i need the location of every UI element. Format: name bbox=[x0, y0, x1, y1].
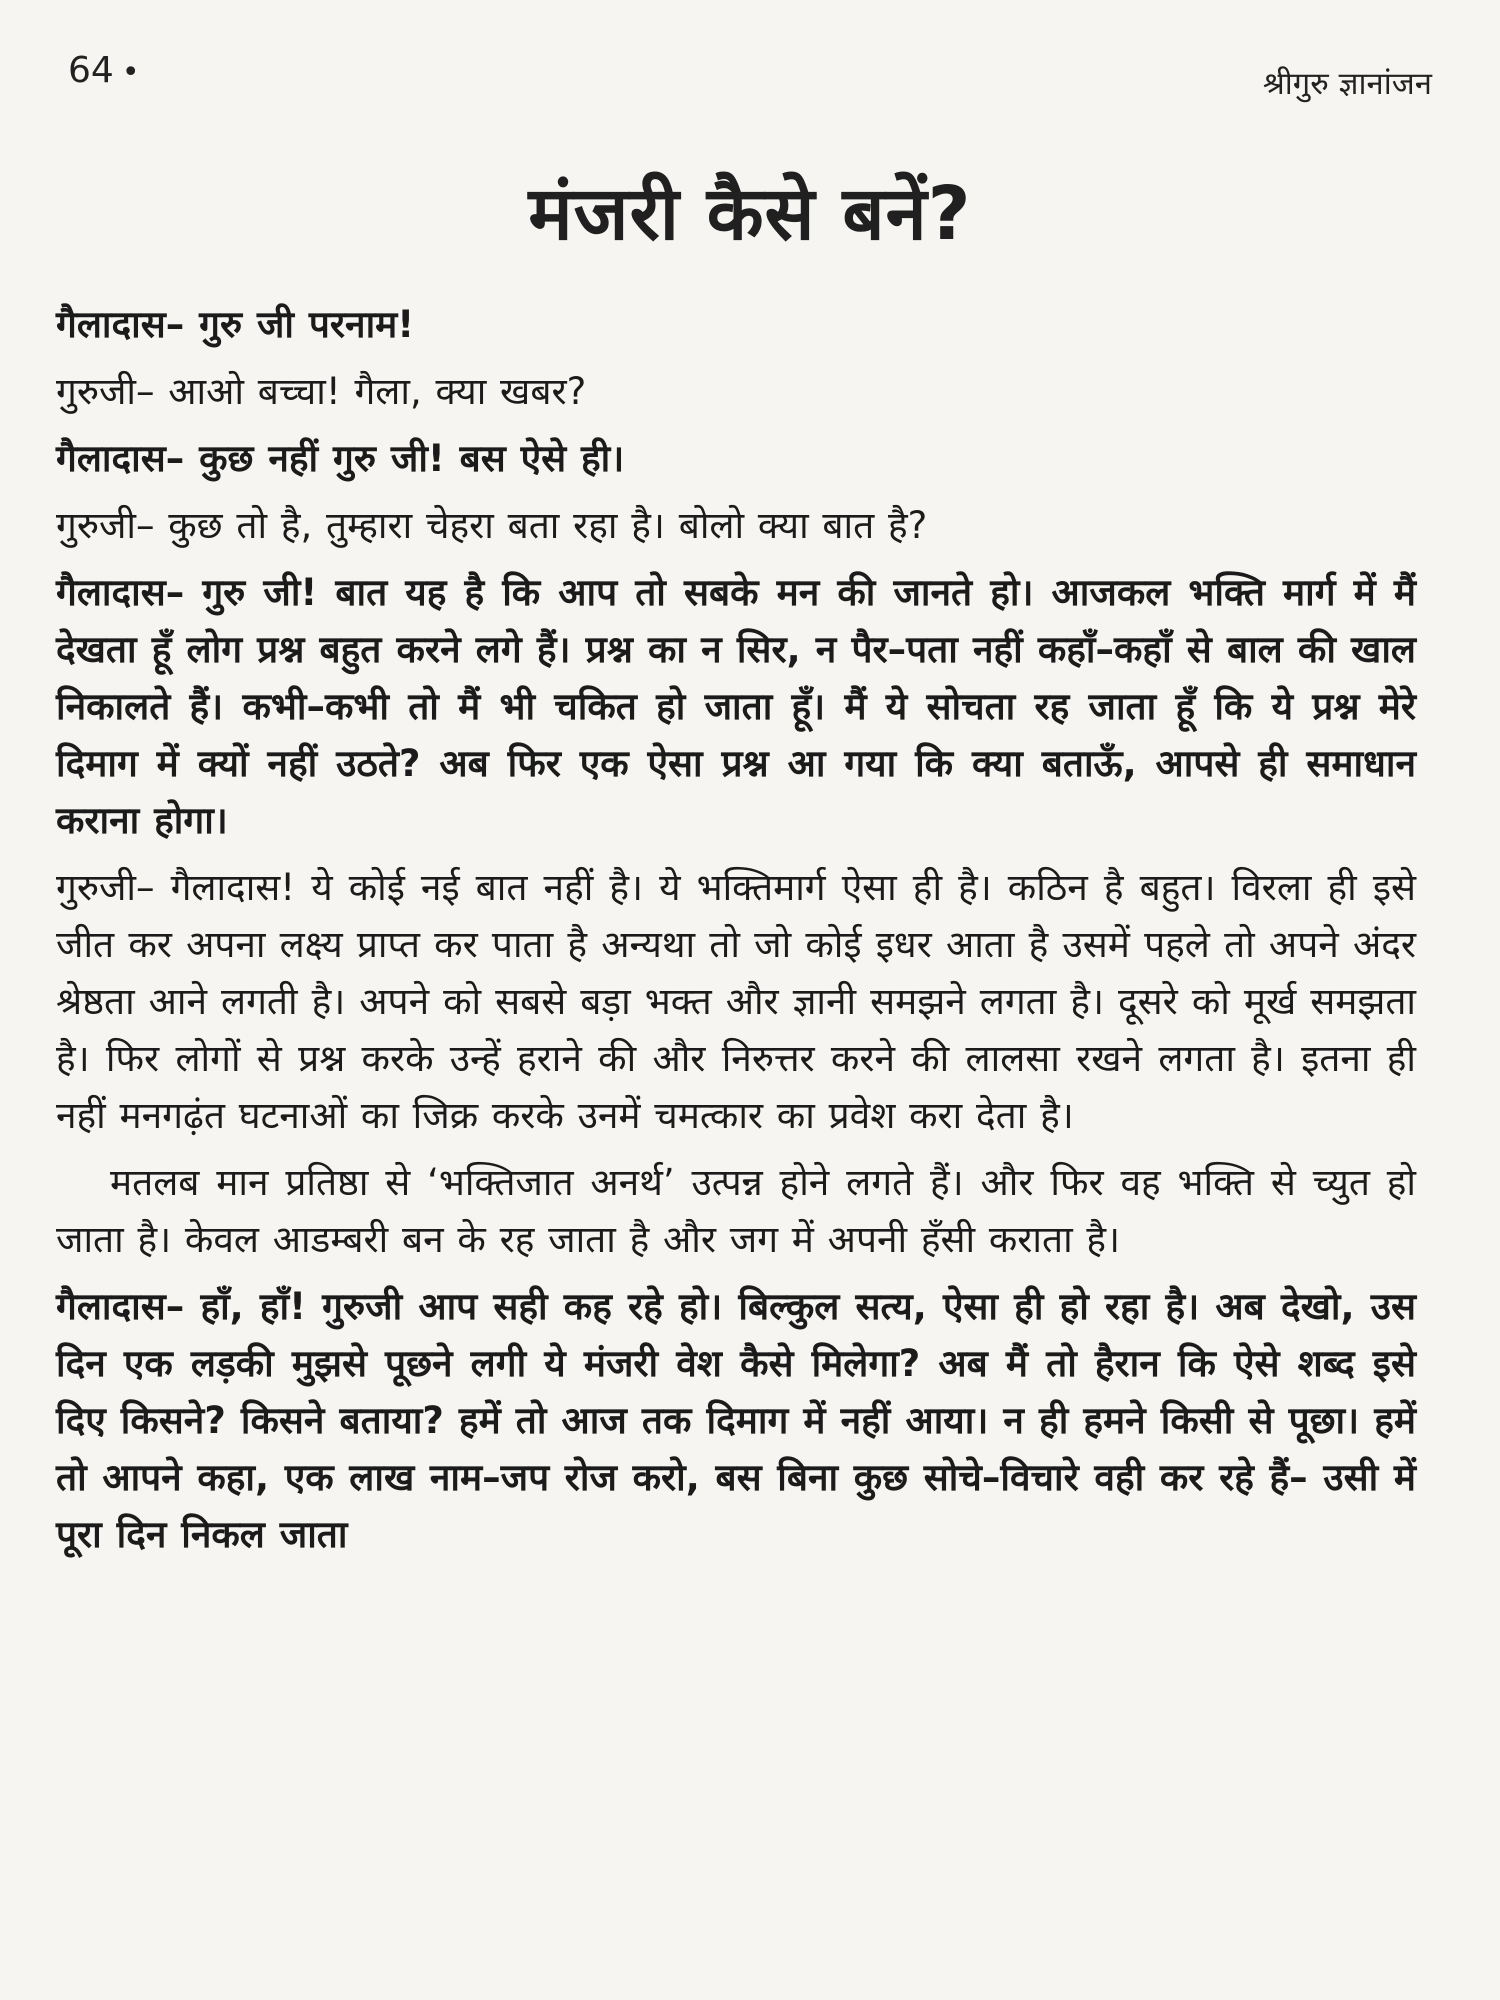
dialogue-text: गुरु जी! बात यह है कि आप तो सबके मन की जानते हो। आजकल भक्ति मार्ग में मैं देखता हूँ लोग प्रश्न बहुत करने लगे हैं। प्रश्न का न सिर, न पैर–पता नहीं कहाँ–कहाँ से बाल की खाल निकालते हैं। कभी–कभी तो मैं भी चकित हो जाता हूँ। मैं ये सोचता रह जाता हूँ कि ये प्रश्न मेरे दिमाग में क्यों नहीं उठते? अब फिर एक ऐसा प्रश्न आ गया कि क्या बताऊँ, आपसे ही समाधान कराना होगा। bbox=[56, 571, 1416, 842]
page-number bbox=[68, 50, 140, 91]
speaker-label: गैलादास– bbox=[56, 437, 185, 480]
dialogue-text: मतलब मान प्रतिष्ठा से ‘भक्तिजात अनर्थ’ उत्पन्न होने लगते हैं। और फिर वह भक्ति से च्युत हो जाता है। केवल आडम्बरी बन के रह जाता है और जग में अपनी हँसी कराता है। bbox=[56, 1161, 1416, 1261]
dialogue-paragraph-7 bbox=[56, 1154, 1416, 1268]
chapter-title: मंजरी कैसे बनें? bbox=[528, 171, 972, 257]
page-number-bullet: • bbox=[121, 55, 140, 90]
page-number-value: 64 bbox=[68, 50, 114, 91]
dialogue-text: कुछ तो है, तुम्हारा चेहरा बता रहा है। बोलो क्या बात है? bbox=[168, 504, 928, 547]
running-title: श्रीगुरु ज्ञानांजन bbox=[1262, 66, 1432, 102]
dialogue-paragraph-2 bbox=[56, 363, 1416, 420]
dialogue-paragraph-4 bbox=[56, 497, 1416, 554]
speaker-label: गैलादास– bbox=[56, 571, 185, 614]
dialogue-paragraph-3 bbox=[56, 430, 1416, 487]
speaker-label: गैलादास– bbox=[56, 303, 185, 346]
dialogue-text: कुछ नहीं गुरु जी! बस ऐसे ही। bbox=[199, 437, 625, 480]
dialogue-text: गैलादास! ये कोई नई बात नहीं है। ये भक्तिमार्ग ऐसा ही है। कठिन है बहुत। विरला ही इसे जीत कर अपना लक्ष्य प्राप्त कर पाता है अन्यथा तो जो कोई इधर आता है उसमें पहले तो अपने अंदर श्रेष्ठता आने लगती है। अपने को सबसे बड़ा भक्त और ज्ञानी समझने लगता है। दूसरे को मूर्ख समझता है। फिर लोगों से प्रश्न करके उन्हें हराने की और निरुत्तर करने की लालसा रखने लगता है। इतना ही नहीं मनगढ़ंत घटनाओं का जिक्र करके उनमें चमत्कार का प्रवेश करा देता है। bbox=[56, 866, 1417, 1137]
speaker-label: गुरुजी– bbox=[56, 504, 155, 547]
dialogue-paragraph-1 bbox=[56, 296, 1416, 353]
dialogue-text: हाँ, हाँ! गुरुजी आप सही कह रहे हो। बिल्कुल सत्य, ऐसा ही हो रहा है। अब देखो, उस दिन एक लड़की मुझसे पूछने लगी ये मंजरी वेश कैसे मिलेगा? अब मैं तो हैरान कि ऐसे शब्द इसे दिए किसने? किसने बताया? हमें तो आज तक दिमाग में नहीं आया। न ही हमने किसी से पूछा। हमें तो आपने कहा, एक लाख नाम–जप रोज करो, बस बिना कुछ सोचे–विचारे वही कर रहे हैं– उसी में पूरा दिन निकल जाता bbox=[56, 1285, 1416, 1556]
speaker-label: गुरुजी– bbox=[56, 866, 155, 909]
dialogue-content bbox=[56, 296, 1416, 1573]
speaker-label: गैलादास– bbox=[56, 1285, 185, 1328]
dialogue-text: गुरु जी परनाम! bbox=[199, 303, 415, 346]
dialogue-paragraph-8 bbox=[56, 1278, 1416, 1563]
dialogue-paragraph-6 bbox=[56, 859, 1416, 1144]
dialogue-paragraph-5 bbox=[56, 564, 1416, 849]
speaker-label: गुरुजी– bbox=[56, 370, 155, 413]
dialogue-text: आओ बच्चा! गैला, क्या खबर? bbox=[168, 370, 587, 413]
